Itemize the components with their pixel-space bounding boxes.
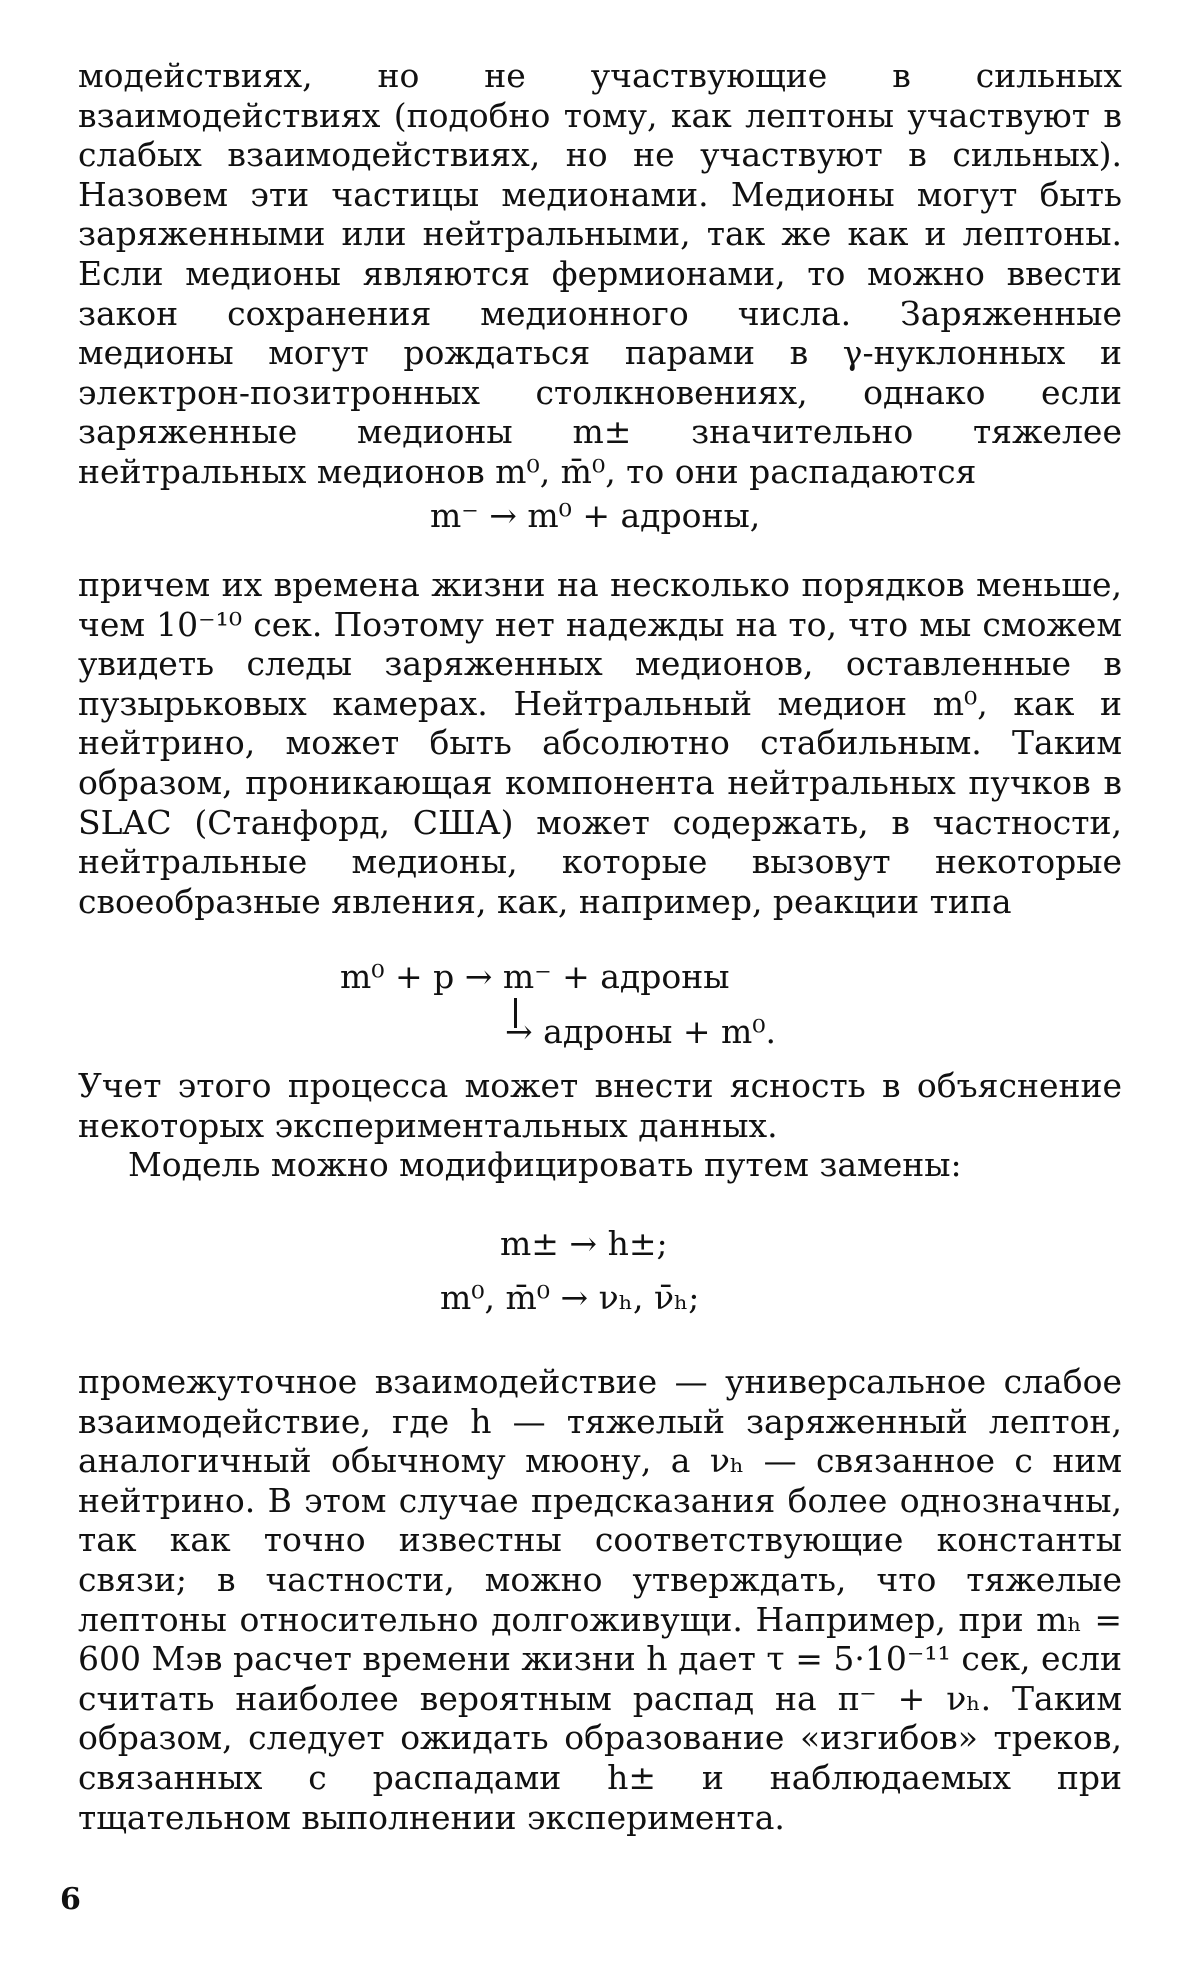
paragraph-4	[78, 1362, 1122, 1837]
paragraph-text: Учет этого процесса может внести ясность в объяснение некоторых экспериментальных данных.	[78, 1066, 1122, 1145]
paragraph-1	[78, 56, 1122, 492]
equation-text: m± → h±;	[500, 1224, 668, 1263]
equation-text: m⁰ + p → m⁻ + адроны	[340, 957, 730, 996]
paragraph-2	[78, 565, 1122, 921]
equation-text: m⁻ → m⁰ + адроны,	[430, 496, 761, 535]
equation-reaction-line-1	[340, 957, 730, 997]
paragraph-text: модействиях, но не участвующие в сильных взаимодействиях (подобно тому, как лептоны участвуют в слабых взаимодействиях, но не участвуют в сильных). Назовем эти частицы медионами. Медионы могут быть заряженными или нейтральными, так же как и лептоны. Если медионы являются фермионами, то можно ввести закон сохранения медионного числа. Заряженные медионы могут рождаться парами в γ-нуклонных и электрон-позитронных столкновениях, однако если заряженные медионы m± значительно тяжелее нейтральных медионов m⁰, m̄⁰, то они распадаются	[78, 56, 1122, 491]
equation-substitution-1	[500, 1224, 668, 1264]
equation-reaction-line-2	[505, 1012, 776, 1052]
equation-decay	[430, 496, 760, 536]
paragraph-text: причем их времена жизни на несколько порядков меньше, чем 10⁻¹⁰ сек. Поэтому нет надежды на то, что мы сможем увидеть следы заряженных медионов, оставленные в пузырьковых камерах. Нейтральный медион m⁰, как и нейтрино, может быть абсолютно стабильным. Таким образом, проникающая компонента нейтральных пучков в SLAC (Станфорд, США) может содержать, в частности, нейтральные медионы, которые вызовут некоторые своеобразные явления, как, например, реакции типа	[78, 565, 1122, 921]
equation-substitution-2	[440, 1278, 699, 1318]
page-number: 6	[60, 1882, 81, 1917]
equation-text: m⁰, m̄⁰ → νₕ, ν̄ₕ;	[440, 1278, 700, 1317]
equation-text: → адроны + m⁰.	[505, 1012, 777, 1051]
paragraph-3	[78, 1066, 1122, 1185]
paragraph-text: Модель можно модифицировать путем замены:	[128, 1145, 962, 1185]
paragraph-text: промежуточное взаимодействие — универсальное слабое взаимодействие, где h — тяжелый заряженный лептон, аналогичный обычному мюону, а νₕ — связанное с ним нейтрино. В этом случае предсказания более однозначны, так как точно известны соответствующие константы связи; в частности, можно утверждать, что тяжелые лептоны относительно долгоживущи. Например, при mₕ = 600 Мэв расчет времени жизни h дает τ = 5·10⁻¹¹ сек, если считать наиболее вероятным распад на π⁻ + νₕ. Таким образом, следует ожидать образование «изгибов» треков, связанных с распадами h± и наблюдаемых при тщательном выполнении эксперимента.	[78, 1362, 1122, 1837]
